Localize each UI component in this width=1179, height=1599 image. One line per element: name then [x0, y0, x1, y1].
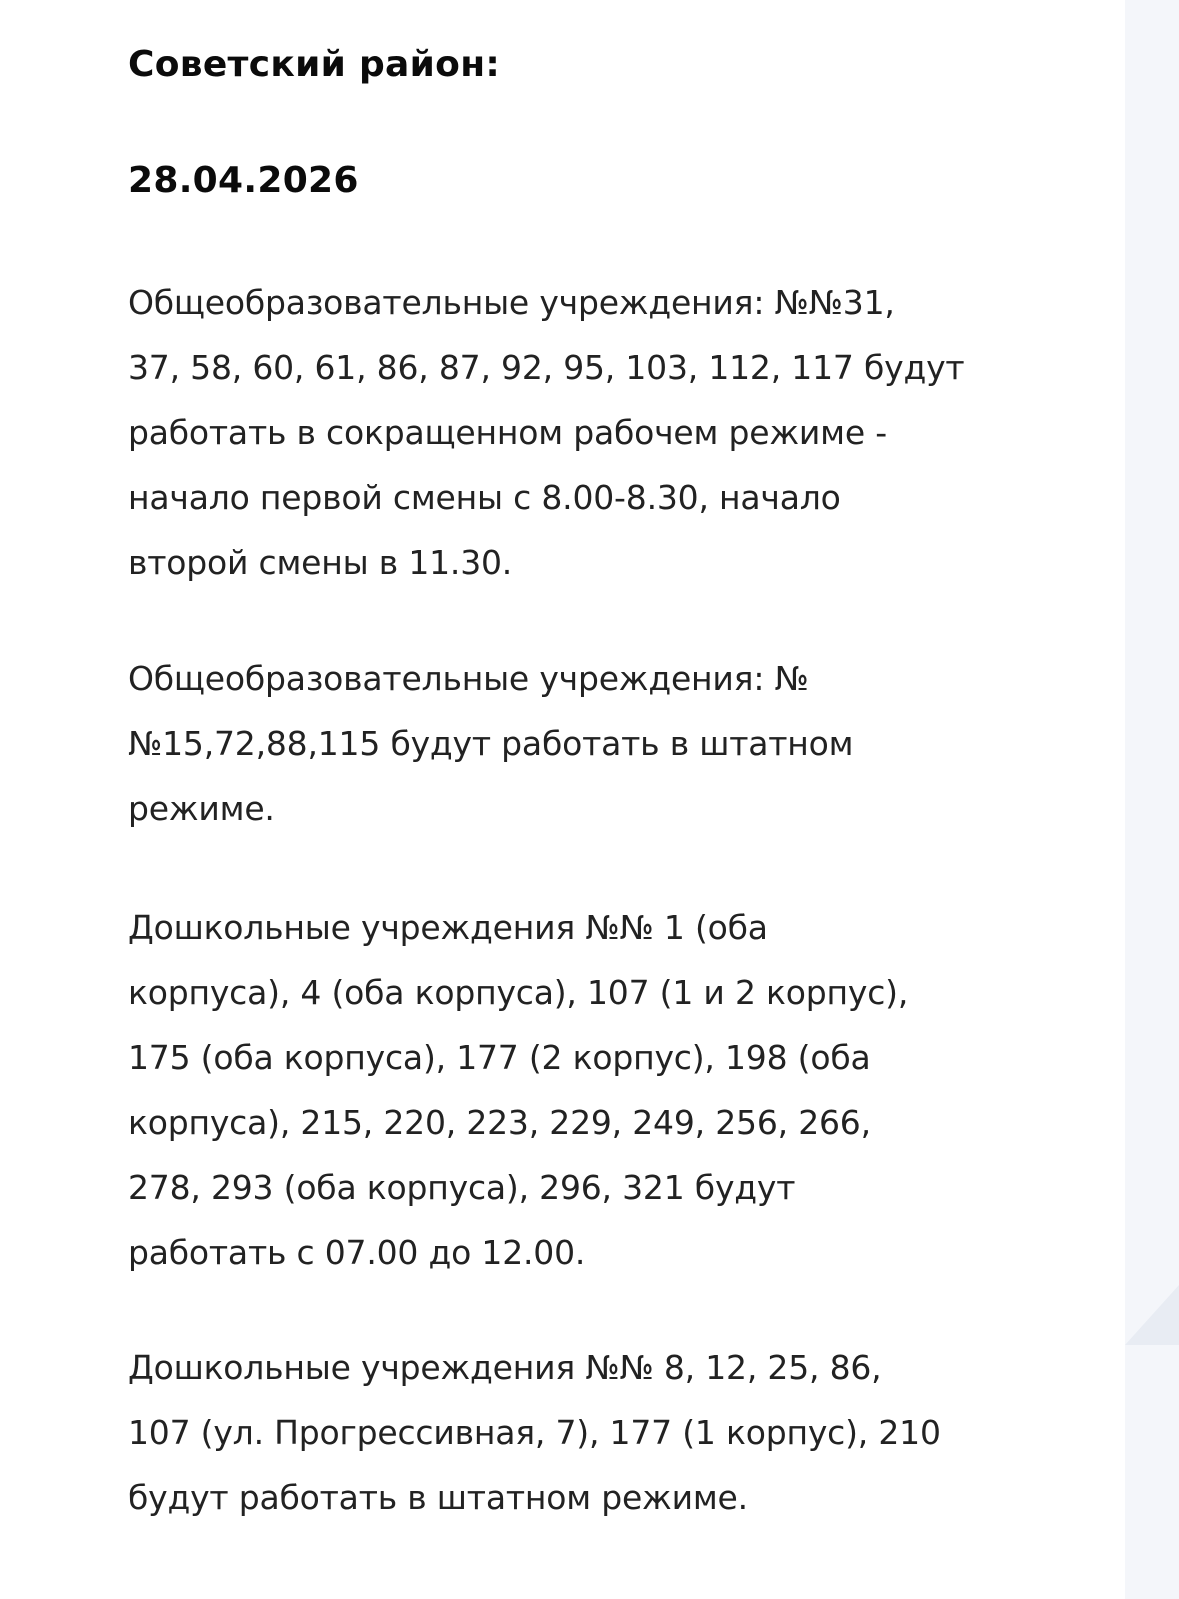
- date-heading: 28.04.2026: [128, 160, 359, 201]
- text-line: начало первой смены с 8.00-8.30, начало: [128, 478, 841, 517]
- paragraph-preschools-normal: [128, 1335, 941, 1530]
- text-line: корпуса), 215, 220, 223, 229, 249, 256, 266,: [128, 1103, 871, 1142]
- text-line: 107 (ул. Прогрессивная, 7), 177 (1 корпус), 210: [128, 1413, 941, 1452]
- text-line: Общеобразовательные учреждения: №: [128, 659, 809, 698]
- text-line: работать с 07.00 до 12.00.: [128, 1233, 586, 1272]
- text-line: 278, 293 (оба корпуса), 296, 321 будут: [128, 1168, 796, 1207]
- text-line: будут работать в штатном режиме.: [128, 1478, 748, 1517]
- paragraph-schools-reduced: [128, 270, 964, 595]
- text-line: второй смены в 11.30.: [128, 543, 513, 582]
- background-decoration: [1125, 1255, 1179, 1345]
- text-line: 37, 58, 60, 61, 86, 87, 92, 95, 103, 112, 117 будут: [128, 348, 965, 387]
- paragraph-preschools-reduced: [128, 895, 908, 1285]
- text-line: корпуса), 4 (оба корпуса), 107 (1 и 2 корпус),: [128, 973, 909, 1012]
- paragraph-schools-normal: [128, 646, 853, 841]
- text-line: №15,72,88,115 будут работать в штатном: [128, 724, 854, 763]
- text-line: Дошкольные учреждения №№ 8, 12, 25, 86,: [128, 1348, 882, 1387]
- text-line: режиме.: [128, 789, 275, 828]
- district-heading: Советский район:: [128, 44, 501, 85]
- text-line: Дошкольные учреждения №№ 1 (оба: [128, 908, 768, 947]
- text-line: 175 (оба корпуса), 177 (2 корпус), 198 (оба: [128, 1038, 871, 1077]
- text-line: Общеобразовательные учреждения: №№31,: [128, 283, 895, 322]
- text-line: работать в сокращенном рабочем режиме -: [128, 413, 887, 452]
- decoration-shape: [1125, 1285, 1179, 1345]
